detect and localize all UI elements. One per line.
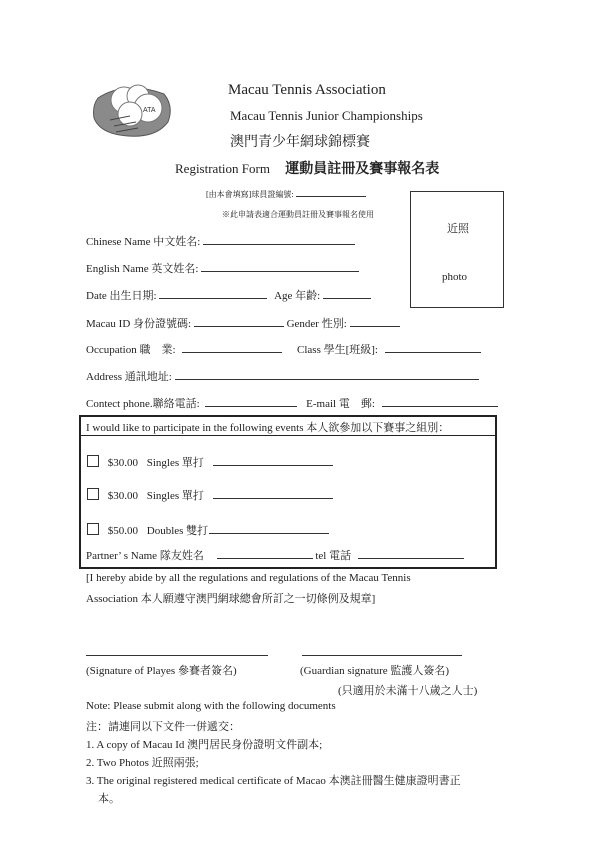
notes-intro-en: Note: Please submit along with the following documents: [86, 700, 336, 712]
note-item-continued: 本。: [98, 793, 120, 805]
occupation-label: Occupation 職 業:: [86, 344, 176, 356]
event-item: [87, 486, 333, 503]
event-price: $30.00: [107, 457, 138, 469]
notes-intro-zh: 注：請連同以下文件一併遞交：: [86, 721, 240, 733]
event-name: Singles 單打: [146, 490, 204, 502]
event-title-en: Macau Tennis Junior Championships: [230, 108, 423, 123]
macau-id-label: Macau ID 身份證號碼:: [86, 318, 192, 330]
partner-name-label: Partner’ s Name 隊友姓名: [86, 550, 204, 562]
dob-label: Date 出生日期:: [86, 290, 157, 302]
events-heading: I would like to participate in the following events 本人欲參加以下賽事之組別：: [86, 422, 450, 434]
form-title: [175, 158, 439, 178]
age-input[interactable]: [323, 286, 371, 299]
logo-text: ATA: [143, 107, 156, 114]
partner-tel-input[interactable]: [358, 546, 464, 559]
player-id-label: [由本會填寫]球員證編號:: [206, 190, 294, 199]
dob-row: [86, 286, 371, 303]
event-entry-input[interactable]: [209, 521, 329, 534]
partner-name-input[interactable]: [217, 546, 313, 559]
partner-tel-label: tel 電話: [315, 550, 352, 562]
phone-input[interactable]: [205, 394, 297, 407]
declaration-line-2: Association 本人願遵守澳門網球總會所訂之一切條例及規章]: [86, 593, 376, 605]
note-item: 2. Two Photos 近照兩張;: [86, 757, 199, 769]
gender-label: Gender 性別:: [286, 318, 347, 330]
photo-label-zh: 近照: [447, 223, 469, 235]
email-label: E-mail 電 郵:: [306, 398, 375, 410]
form-title-en: Registration Form: [175, 161, 270, 176]
phone-label: Contect phone.聯絡電話:: [86, 398, 200, 410]
form-usage-note: ※此申請表適合運動員註冊及賽事報名使用: [222, 210, 374, 219]
address-label: Address 通訊地址:: [86, 371, 172, 383]
event-price: $30.00: [107, 490, 138, 502]
event-name: Doubles 雙打: [146, 525, 209, 537]
guardian-note: (只適用於未滿十八歲之人士): [338, 685, 478, 697]
age-label: Age 年齡:: [274, 290, 321, 302]
event-checkbox[interactable]: [87, 523, 99, 535]
official-use-row: [206, 187, 366, 200]
class-input[interactable]: [385, 340, 481, 353]
occupation-input[interactable]: [182, 340, 282, 353]
guardian-signature-line[interactable]: [302, 655, 462, 656]
form-title-zh: 運動員註冊及賽事報名表: [285, 162, 440, 177]
english-name-input[interactable]: [201, 259, 359, 272]
macau-id-row: [86, 314, 400, 331]
chinese-name-row: [86, 232, 355, 249]
chinese-name-label: Chinese Name 中文姓名:: [86, 236, 201, 248]
event-checkbox[interactable]: [87, 455, 99, 467]
event-checkbox[interactable]: [87, 488, 99, 500]
org-title-en: Macau Tennis Association: [228, 82, 386, 98]
event-item: [87, 453, 333, 470]
note-item: 3. The original registered medical certificate of Macao 本澳註冊醫生健康證明書正: [86, 775, 461, 787]
events-box: [79, 415, 497, 569]
address-row: [86, 367, 479, 384]
gender-input[interactable]: [350, 314, 400, 327]
note-item: 1. A copy of Macau Id 澳門居民身份證明文件副本;: [86, 739, 323, 751]
event-price: $50.00: [107, 525, 138, 537]
partner-row: [86, 546, 464, 563]
event-entry-input[interactable]: [213, 453, 333, 466]
chinese-name-input[interactable]: [203, 232, 355, 245]
class-label: Class 學生[班級]:: [297, 344, 378, 356]
photo-box[interactable]: [410, 191, 504, 308]
player-id-input[interactable]: [296, 187, 366, 197]
event-title-zh: 澳門青少年網球錦標賽: [230, 135, 370, 150]
event-item: [87, 521, 329, 538]
player-signature-line[interactable]: [86, 655, 268, 656]
macau-id-input[interactable]: [194, 314, 284, 327]
contact-row: [86, 394, 498, 411]
association-logo: [86, 76, 176, 146]
dob-input[interactable]: [159, 286, 267, 299]
player-signature-label: (Signature of Playes 參賽者簽名): [86, 665, 237, 677]
declaration-line-1: [I hereby abide by all the regulations and regulations of the Macau Tennis: [86, 572, 411, 584]
photo-label-en: photo: [442, 271, 468, 283]
occupation-row: [86, 340, 481, 357]
event-entry-input[interactable]: [213, 486, 333, 499]
english-name-row: [86, 259, 359, 276]
event-name: Singles 單打: [146, 457, 204, 469]
english-name-label: English Name 英文姓名:: [86, 263, 199, 275]
email-input[interactable]: [382, 394, 498, 407]
address-input[interactable]: [175, 367, 479, 380]
guardian-signature-label: (Guardian signature 監護人簽名): [300, 665, 450, 677]
